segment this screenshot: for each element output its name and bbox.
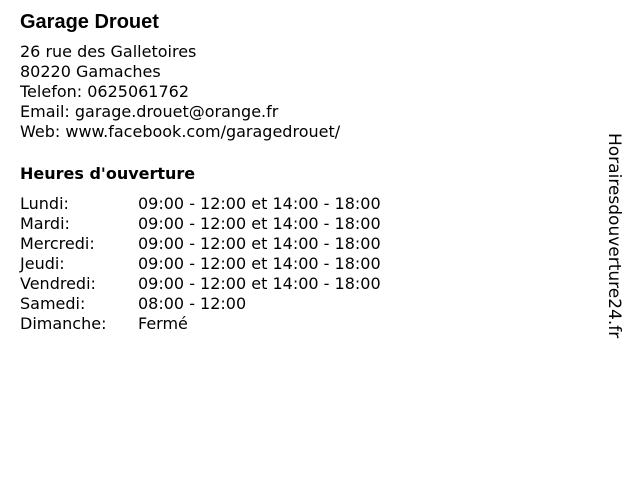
hours-row-mardi xyxy=(20,214,600,234)
hours-row-vendredi xyxy=(20,274,600,294)
day-label: Dimanche: xyxy=(20,314,107,333)
hours-row-samedi xyxy=(20,294,600,314)
brand-watermark: Horairesdouverture24.fr xyxy=(604,133,624,339)
hours-table xyxy=(20,194,600,334)
address-block xyxy=(20,42,600,142)
hours-row-mercredi xyxy=(20,234,600,254)
hours-row-dimanche xyxy=(20,314,600,334)
day-hours: 08:00 - 12:00 xyxy=(138,294,247,313)
day-hours: 09:00 - 12:00 et 14:00 - 18:00 xyxy=(138,234,381,253)
street-address: 26 rue des Galletoires xyxy=(20,42,197,61)
email-line[interactable]: Email: garage.drouet@orange.fr xyxy=(20,102,279,121)
day-label: Vendredi: xyxy=(20,274,96,293)
hours-heading: Heures d'ouverture xyxy=(20,164,196,183)
business-name: Garage Drouet xyxy=(20,11,159,33)
web-line[interactable]: Web: www.facebook.com/garagedrouet/ xyxy=(20,122,341,141)
city-address: 80220 Gamaches xyxy=(20,62,161,81)
phone-line[interactable]: Telefon: 0625061762 xyxy=(20,82,190,101)
day-label: Mercredi: xyxy=(20,234,95,253)
business-card xyxy=(20,10,600,334)
day-hours: 09:00 - 12:00 et 14:00 - 18:00 xyxy=(138,194,381,213)
day-label: Jeudi: xyxy=(20,254,65,273)
day-label: Mardi: xyxy=(20,214,70,233)
hours-row-lundi xyxy=(20,194,600,214)
day-label: Lundi: xyxy=(20,194,69,213)
hours-row-jeudi xyxy=(20,254,600,274)
day-hours: 09:00 - 12:00 et 14:00 - 18:00 xyxy=(138,214,381,233)
day-hours: Fermé xyxy=(138,314,188,333)
day-label: Samedi: xyxy=(20,294,86,313)
day-hours: 09:00 - 12:00 et 14:00 - 18:00 xyxy=(138,274,381,293)
day-hours: 09:00 - 12:00 et 14:00 - 18:00 xyxy=(138,254,381,273)
